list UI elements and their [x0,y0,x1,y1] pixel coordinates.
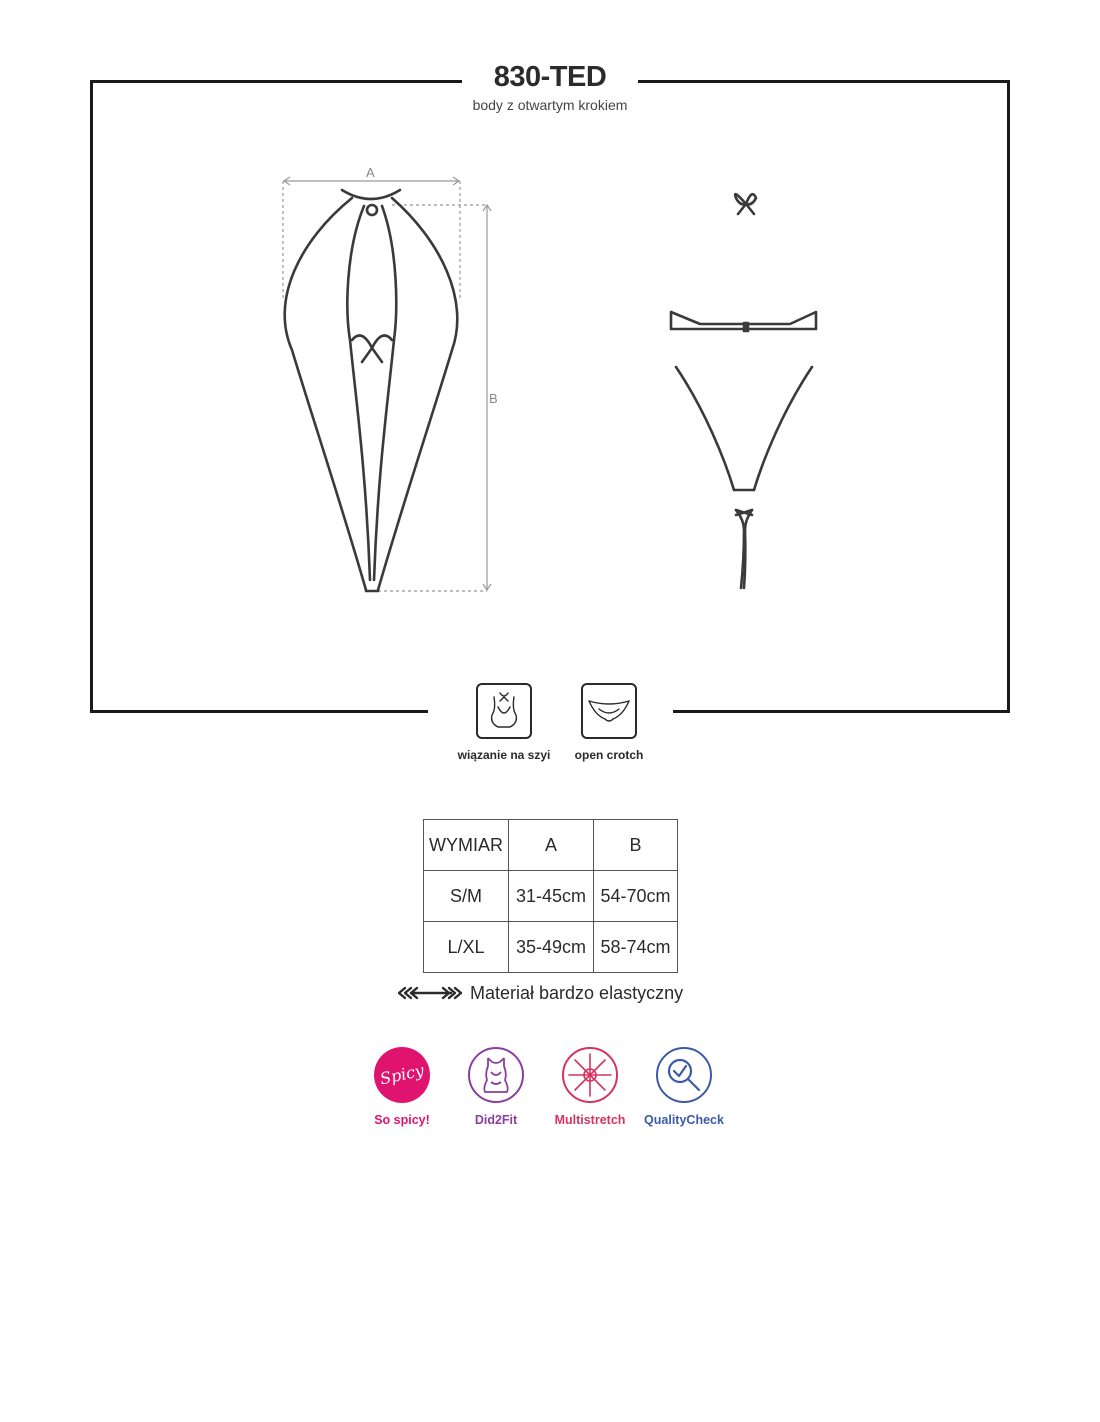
spicy-icon [373,1046,431,1104]
frame-left [90,80,93,713]
size-sm-b: 54-70cm [594,871,678,922]
size-table [423,819,678,973]
spicy-icon-text: Spicy [378,1060,426,1089]
open-crotch-panty-icon [581,683,637,739]
halter-neck-bodysuit-icon [476,683,532,739]
dimension-a-label: A [366,165,375,180]
header-wymiar: WYMIAR [424,820,509,871]
bodysuit-back-drawing [660,185,830,605]
stretch-arrows-icon [397,986,463,1000]
dimension-b-label: B [489,391,498,406]
feature-label-halter: wiązanie na szyi [457,748,551,762]
multistretch-icon [561,1046,619,1104]
table-row [424,922,678,973]
badge-label-multistretch: Multistretch [554,1113,626,1127]
product-subtitle: body z otwartym krokiem [472,97,628,113]
size-lxl-a: 35-49cm [509,922,594,973]
badge-label-spicy: So spicy! [374,1113,430,1127]
badge-label-did2fit: Did2Fit [474,1113,518,1127]
header-b: B [594,820,678,871]
feature-label-open-crotch: open crotch [574,748,644,762]
product-title: 830-TED [493,61,607,93]
frame-right [1007,80,1010,713]
quality-check-icon [655,1046,713,1104]
size-sm-a: 31-45cm [509,871,594,922]
size-lxl-b: 58-74cm [594,922,678,973]
dimension-a-arrow [283,177,460,300]
bodysuit-front-drawing [270,160,510,610]
table-row [424,871,678,922]
header-a: A [509,820,594,871]
stretch-note-text: Materiał bardzo elastyczny [470,983,684,1003]
badge-label-qualitycheck: QualityCheck [644,1113,724,1127]
dress-fit-icon [467,1046,525,1104]
frame-top-left [90,80,462,83]
size-lxl: L/XL [424,922,509,973]
frame-bottom-left [90,710,428,713]
frame-top-right [638,80,1010,83]
size-sm: S/M [424,871,509,922]
frame-bottom-right [673,710,1010,713]
size-table-header [424,820,678,871]
